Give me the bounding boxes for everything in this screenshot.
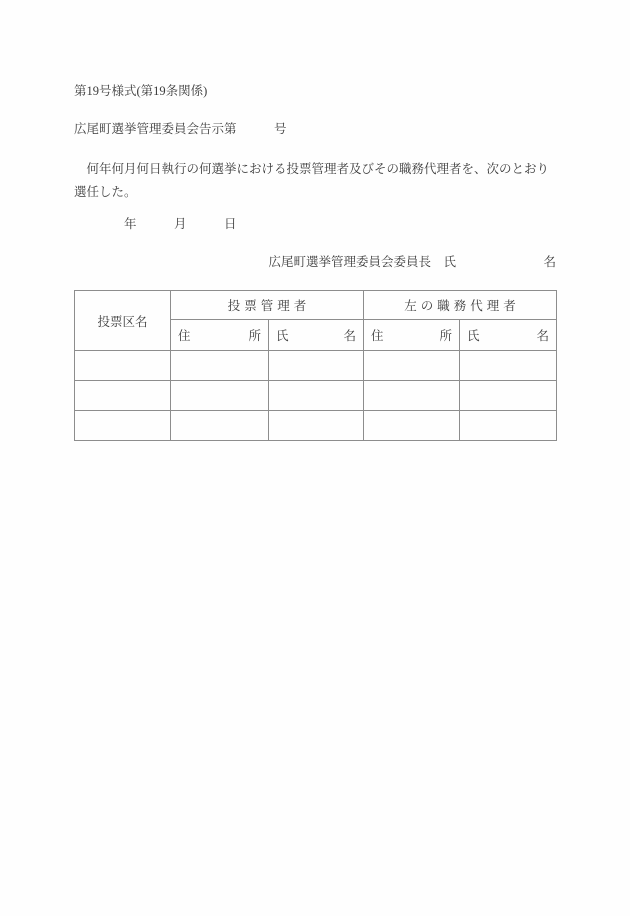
- header-ward-name: 投票区名: [75, 291, 171, 351]
- cell-deputy-address[interactable]: [364, 351, 460, 381]
- table-header-row-group: [75, 291, 557, 320]
- notice-number-line: 広尾町選挙管理委員会告示第 号: [74, 122, 287, 136]
- cell-deputy-address[interactable]: [364, 381, 460, 411]
- header-deputy-name-right: 名: [536, 329, 550, 343]
- body-paragraph: 何年何月何日執行の何選挙における投票管理者及びその職務代理者を、次のとおり選任した。: [74, 162, 550, 200]
- cell-deputy-address[interactable]: [364, 411, 460, 441]
- cell-deputy-name[interactable]: [460, 381, 557, 411]
- table-body: [75, 351, 557, 441]
- header-manager-name: [269, 320, 364, 351]
- cell-ward[interactable]: [75, 351, 171, 381]
- table-header: [75, 291, 557, 351]
- header-manager-address-left: 住: [178, 329, 191, 343]
- table-row[interactable]: [75, 381, 557, 411]
- cell-manager-address[interactable]: [171, 351, 269, 381]
- appointment-table: [74, 290, 557, 441]
- header-manager-name-right: 名: [343, 329, 357, 343]
- header-deputy-address: [364, 320, 460, 351]
- cell-manager-address[interactable]: [171, 411, 269, 441]
- header-voting-manager: 投票管理者: [171, 291, 364, 320]
- header-deputy-name: [460, 320, 557, 351]
- header-deputy-address-right: 所: [439, 329, 453, 343]
- cell-manager-address[interactable]: [171, 381, 269, 411]
- signature-line: 広尾町選挙管理委員会委員長 氏 名: [268, 255, 556, 269]
- header-deputy-name-left: 氏: [467, 329, 480, 343]
- table-row[interactable]: [75, 411, 557, 441]
- cell-manager-name[interactable]: [269, 411, 364, 441]
- header-manager-address-right: 所: [248, 329, 261, 343]
- header-manager-address: [171, 320, 269, 351]
- header-manager-name-left: 氏: [276, 329, 289, 343]
- date-line: 年 月 日: [74, 217, 237, 231]
- header-deputy-address-left: 住: [371, 329, 384, 343]
- cell-deputy-name[interactable]: [460, 411, 557, 441]
- header-deputy-manager: 左の職務代理者: [364, 291, 557, 320]
- cell-ward[interactable]: [75, 411, 171, 441]
- form-number: 第19号様式(第19条関係): [74, 84, 208, 98]
- cell-deputy-name[interactable]: [460, 351, 557, 381]
- table-row[interactable]: [75, 351, 557, 381]
- cell-manager-name[interactable]: [269, 381, 364, 411]
- cell-ward[interactable]: [75, 381, 171, 411]
- cell-manager-name[interactable]: [269, 351, 364, 381]
